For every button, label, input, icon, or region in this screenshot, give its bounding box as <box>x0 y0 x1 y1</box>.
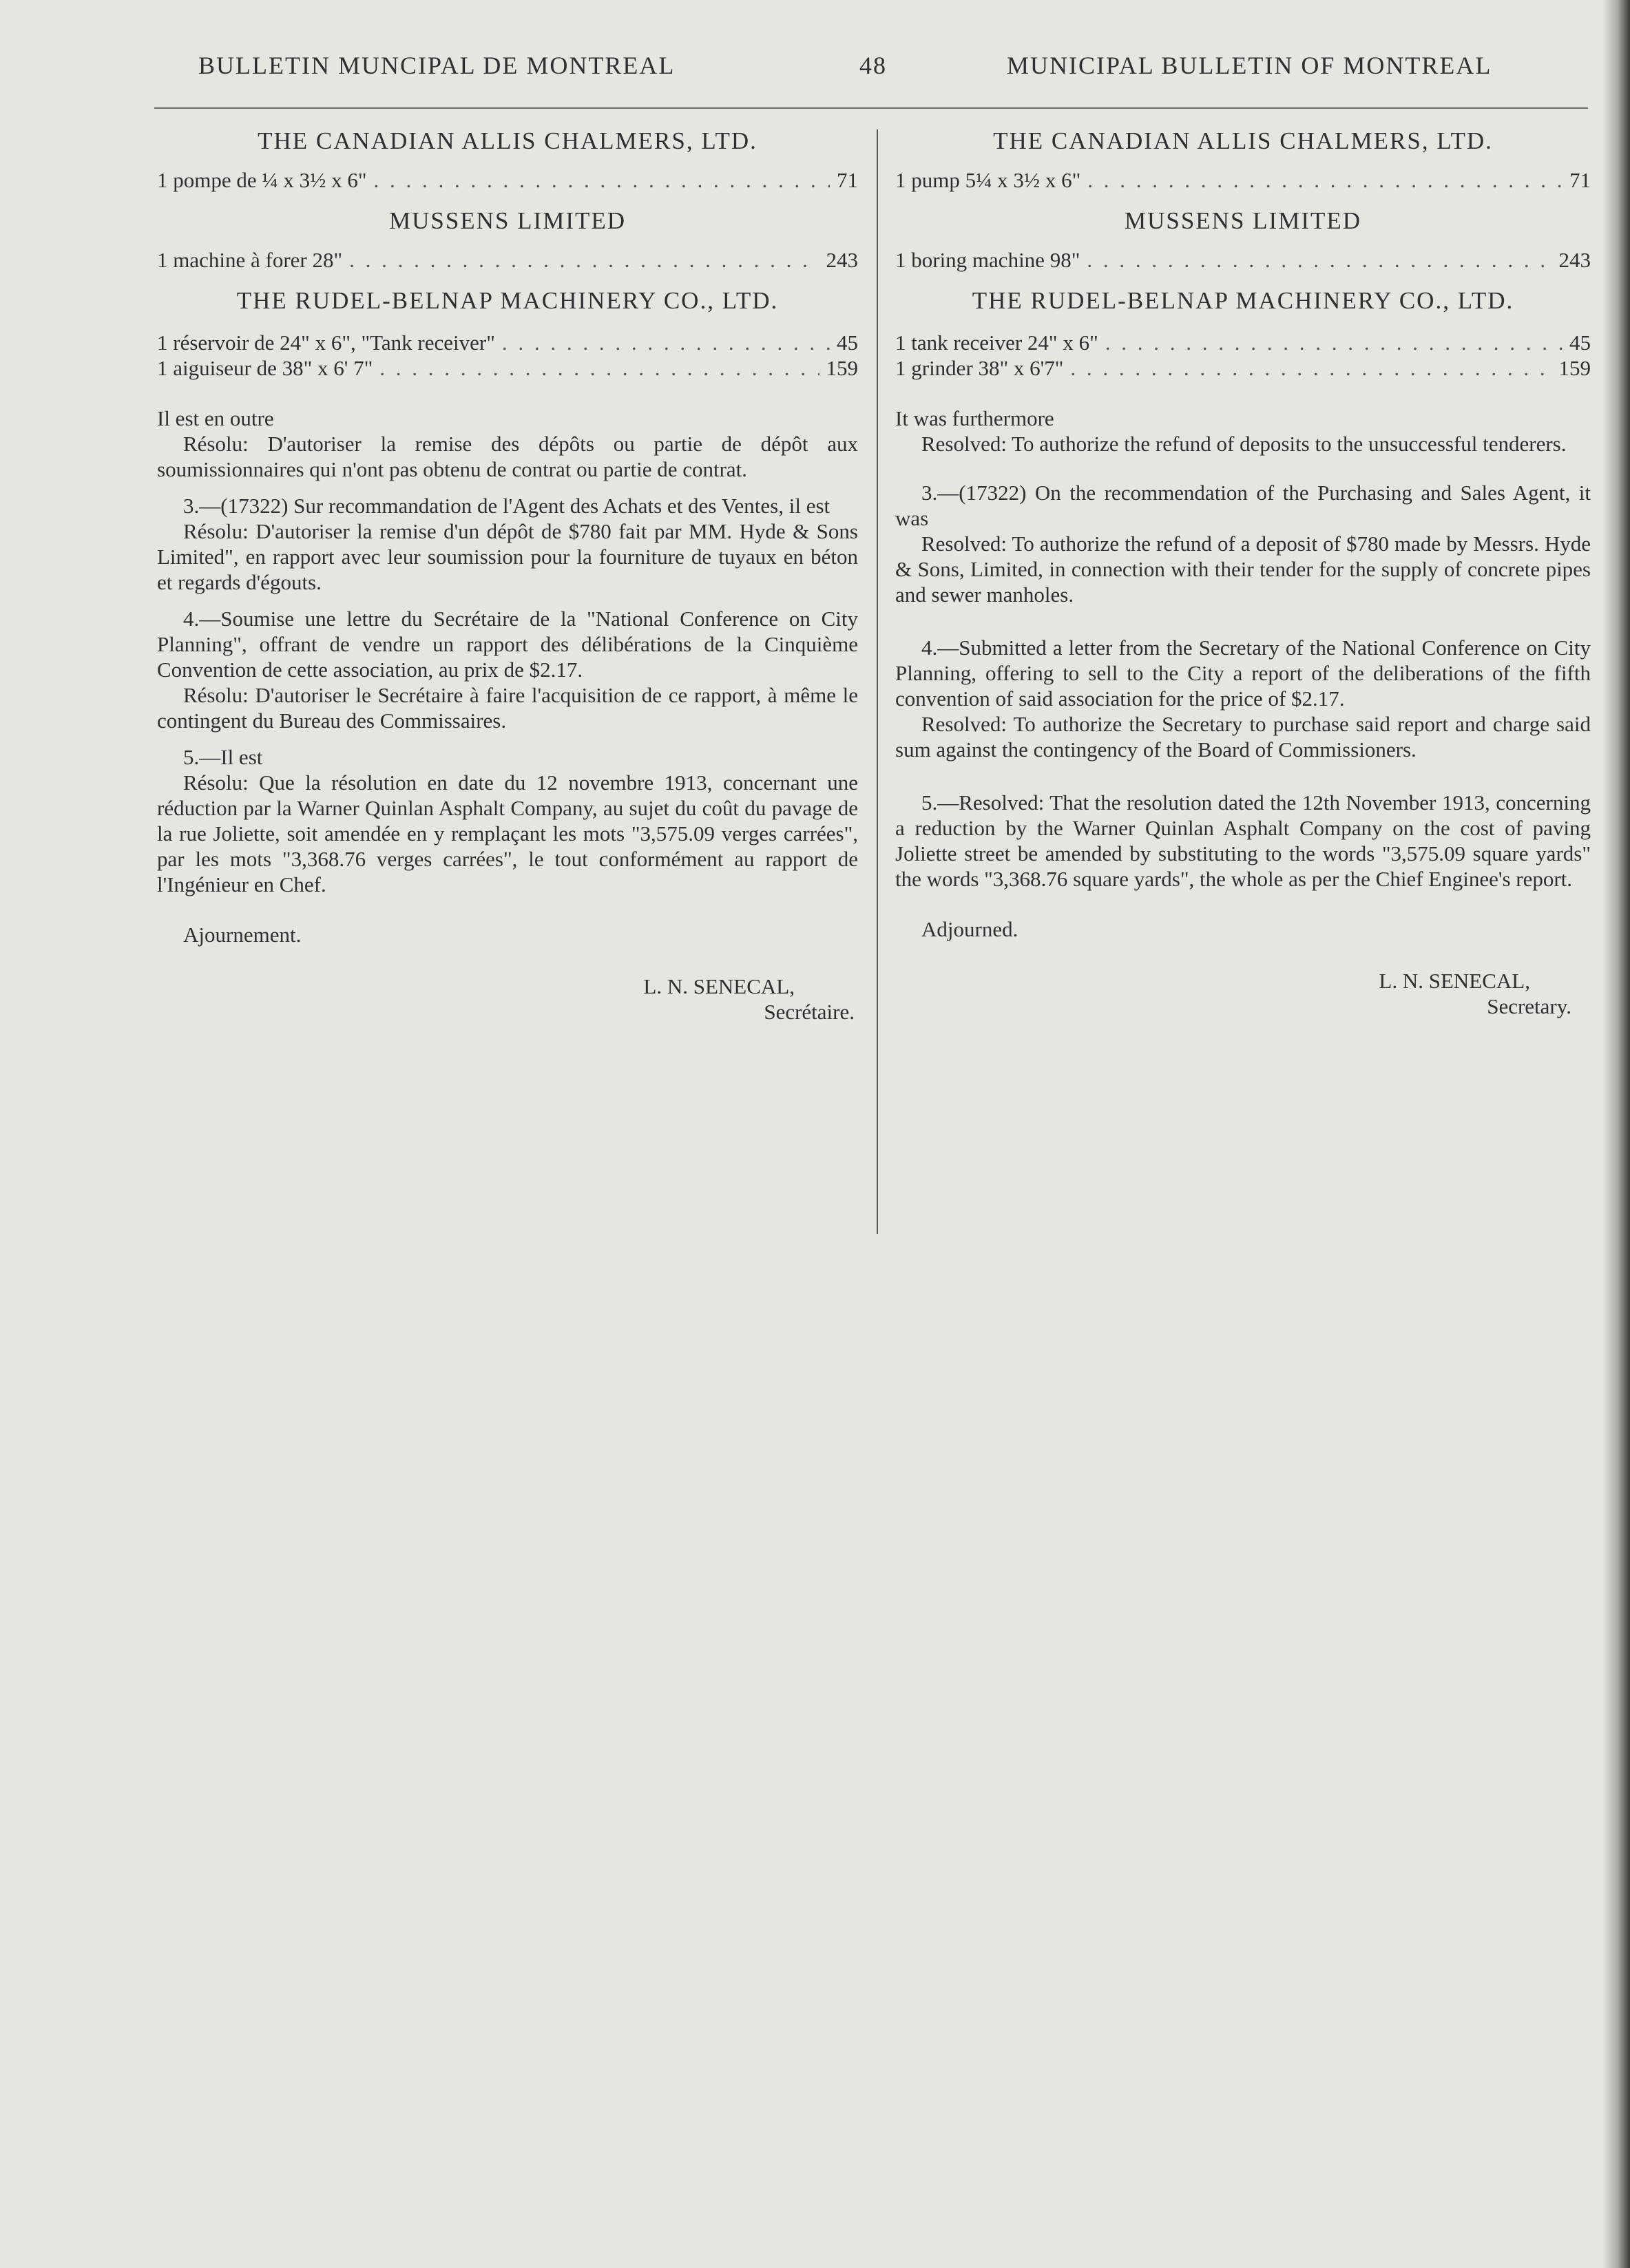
signature-title: Secretary. <box>1487 994 1571 1018</box>
header-french-title: BULLETIN MUNCIPAL DE MONTREAL <box>198 52 676 79</box>
paragraph: It was furthermore <box>895 406 1054 430</box>
leader-dots <box>1087 167 1563 193</box>
paragraph: 3.—(17322) On the recommendation of the Purchasing and Sales Agent, it was <box>895 481 1591 530</box>
item-number: 71 <box>837 168 858 192</box>
paragraph: Résolu: D'autoriser le Secrétaire à faire l'acquisition de ce rapport, à même le contingent du Bureau des Commissaires. <box>157 683 858 733</box>
allis-heading: THE CANADIAN ALLIS CHALMERS, LTD. <box>993 127 1493 154</box>
rudel-heading: THE RUDEL-BELNAP MACHINERY CO., LTD. <box>972 287 1514 314</box>
leader-dots <box>349 247 819 273</box>
leader-dots <box>1105 330 1563 355</box>
item-text: 1 pump 5¼ x 3½ x 6" <box>895 168 1081 192</box>
header-english-title: MUNICIPAL BULLETIN OF MONTREAL <box>1007 52 1492 79</box>
item-text: 1 boring machine 98" <box>895 248 1080 272</box>
signature-name: L. N. SENECAL, <box>643 974 795 998</box>
adjournment: Adjourned. <box>921 917 1018 941</box>
leader-dots <box>1070 355 1551 381</box>
mussens-item <box>895 247 1591 273</box>
item-number: 45 <box>1569 330 1591 355</box>
allis-item <box>895 167 1591 193</box>
item-number: 159 <box>1558 356 1591 380</box>
mussens-item <box>157 247 858 273</box>
leader-dots <box>1087 247 1551 273</box>
rudel-item-1 <box>895 330 1591 355</box>
paragraph: Il est en outre <box>157 406 274 430</box>
paragraph: Résolu: D'autoriser la remise d'un dépôt de $780 fait par MM. Hyde & Sons Limited", en rapport avec leur soumission pour la fourniture de tuyaux en béton et regards d'égouts. <box>157 519 858 594</box>
mussens-heading: MUSSENS LIMITED <box>1124 207 1362 234</box>
paragraph: 5.—Il est <box>183 745 263 769</box>
item-text: 1 aiguiseur de 38" x 6' 7" <box>157 356 373 380</box>
item-number: 243 <box>1558 248 1591 272</box>
rudel-item-2 <box>157 355 858 381</box>
paragraph: 3.—(17322) Sur recommandation de l'Agent des Achats et des Ventes, il est <box>183 494 830 518</box>
item-text: 1 machine à forer 28" <box>157 248 343 272</box>
rudel-heading: THE RUDEL-BELNAP MACHINERY CO., LTD. <box>236 287 779 314</box>
allis-item <box>157 167 858 193</box>
item-text: 1 tank receiver 24" x 6" <box>895 330 1098 355</box>
english-column <box>895 128 1591 1019</box>
item-text: 1 grinder 38" x 6'7" <box>895 356 1064 380</box>
item-text: 1 pompe de ¼ x 3½ x 6" <box>157 168 367 192</box>
item-number: 159 <box>826 356 858 380</box>
leader-dots <box>502 330 830 355</box>
running-header <box>0 51 1630 92</box>
paragraph: 4.—Submitted a letter from the Secretary of the National Conference on City Planning, offering to sell to the City a report of the deliberations of the fifth convention of said association for the price of $2.17. <box>895 636 1591 711</box>
paragraph: 4.—Soumise une lettre du Secrétaire de la "National Conference on City Planning", offrant de vendre un rapport des délibérations de la Cinquième Convention de cette association, au prix de $2.17. <box>157 607 858 682</box>
paragraph: Resolved: To authorize the Secretary to purchase said report and charge said sum against the contingency of the Board of Commissioners. <box>895 712 1591 762</box>
item-number: 243 <box>826 248 858 272</box>
mussens-heading: MUSSENS LIMITED <box>388 207 627 234</box>
signature-name: L. N. SENECAL, <box>1379 969 1530 993</box>
paragraph: Resolved: To authorize the refund of deposits to the unsuccessful tenderers. <box>921 432 1567 456</box>
signature-title: Secrétaire. <box>764 1000 855 1024</box>
paragraph: Résolu: D'autoriser la remise des dépôts ou partie de dépôt aux soumissionnaires qui n'ont pas obtenu de contrat ou partie de contrat. <box>157 432 858 481</box>
header-rule <box>154 107 1588 109</box>
column-divider <box>877 129 878 1234</box>
paragraph: 5.—Resolved: That the resolution dated the 12th November 1913, concerning a reduction by the Warner Quinlan Asphalt Company on the cost of paving Joliette street be amended by substituting to the words "3,575.09 square yards" the words "3,368.76 square yards", the whole as per the Chief Enginee's report. <box>895 790 1591 891</box>
paragraph: Résolu: Que la résolution en date du 12 novembre 1913, concernant une réduction par la Warner Quinlan Asphalt Company, au sujet du coût du pavage de la rue Joliette, soit amendée en y remplaçant les mots "3,575.09 verges carrées", par les mots "3,368.76 verges carrées", le tout conformément au rapport de l'Ingénieur en Chef. <box>157 770 858 896</box>
page-edge-shadow <box>1602 0 1630 2268</box>
leader-dots <box>379 355 819 381</box>
rudel-item-1 <box>157 330 858 355</box>
paragraph: Resolved: To authorize the refund of a deposit of $780 made by Messrs. Hyde & Sons, Limited, in connection with their tender for the supply of concrete pipes and sewer manholes. <box>895 532 1591 607</box>
adjournment: Ajournement. <box>183 923 302 947</box>
rudel-item-2 <box>895 355 1591 381</box>
page-number: 48 <box>859 52 887 79</box>
item-number: 45 <box>837 330 858 355</box>
leader-dots <box>374 167 830 193</box>
item-number: 71 <box>1569 168 1591 192</box>
allis-heading: THE CANADIAN ALLIS CHALMERS, LTD. <box>258 127 757 154</box>
french-column <box>157 128 858 1025</box>
item-text: 1 réservoir de 24" x 6", "Tank receiver" <box>157 330 495 355</box>
